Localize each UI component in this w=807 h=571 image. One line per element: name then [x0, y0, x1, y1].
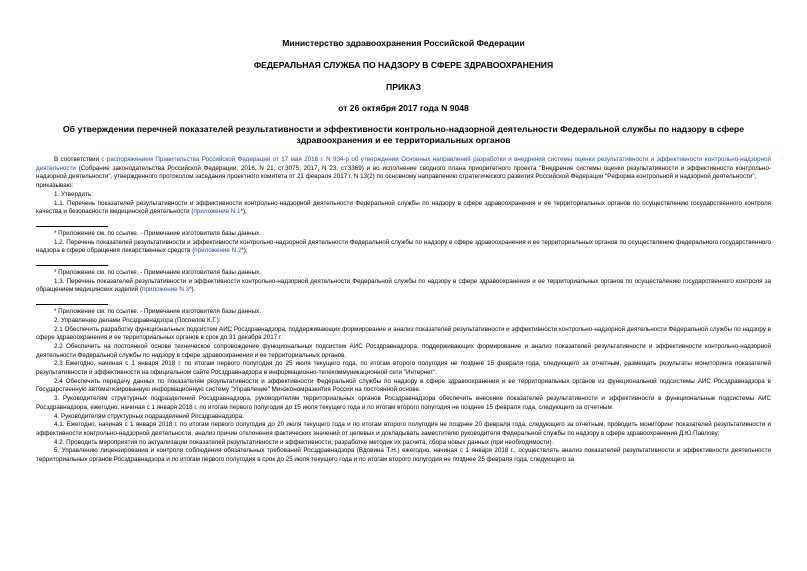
- footnote-divider: [36, 226, 108, 227]
- item-1-3-end: *).: [189, 286, 196, 294]
- footnote-divider: [36, 304, 108, 305]
- preamble-paragraph: [36, 156, 771, 182]
- item-2-2: 2.2 Обеспечить на постоянной основе техническое сопровождение функциональных подсистем АИС Росздравнадзора, поддерживающих формирование и анализ показателей результативности и эффективности контрольно-надзорной деятельности Федеральной службы по надзору в сфере здравоохранения и ее территориальных органов.: [36, 342, 771, 359]
- footnote-divider: [36, 265, 108, 266]
- document-type: ПРИКАЗ: [386, 82, 421, 92]
- appendix-2-link[interactable]: приложение N 2: [194, 247, 242, 255]
- item-2: 2. Управлению делами Росздравнадзора (Поспелов К.Г.):: [54, 316, 221, 324]
- item-2-1: 2.1 Обеспечить разработку функциональных подсистем АИС Росздравнадзора, поддерживающих формирование и анализ показателей результативности и эффективности контрольно-надзорной деятельности Федеральной службы по надзору в сфере здравоохранения и ее территориальных органов в срок до 31 декабря 2017 г.: [36, 325, 771, 342]
- order-word: приказываю:: [36, 182, 74, 190]
- item-4: 4. Руководителям структурных подразделений Росздравнадзора:: [54, 412, 244, 420]
- item-1-2: [36, 239, 771, 256]
- appendix-3-link[interactable]: приложение N 3: [142, 286, 190, 294]
- item-4-1: 4.1. Ежегодно, начиная с 1 января 2018 г. по итогам первого полугодия до 20 июля текущего года и по итогам второго полугодия не позднее 20 февраля года, следующего за отчетным, проводить мониторинг показателей результативности и эффективности контрольно-надзорной деятельности, анализ причин отклонения фактических значений от целевых и докладывать заместителю руководителя Федеральной службы по надзору в сфере здравоохранения Д.Ю.Павлову;: [36, 421, 771, 437]
- appendix-1-link[interactable]: приложение N 1: [193, 208, 241, 216]
- item-1-2-end: *);: [241, 247, 248, 255]
- item-5: 5. Управлению лицензирования и контроля соблюдения обязательных требований Росздравнадзора (Вдовина Т.Н.) ежегодно, начиная с 1 января 2018 г., осуществлять анализ показателей результативности и эффективности деятельности территориальных органов Росздравнадзора и по итогам первого полугодия в срок до 25 июля текущего года и по итогам второго полугодия не позднее 25 февраля года, следующего за: [36, 447, 771, 464]
- item-3: 3. Руководителям структурных подразделений Росздравнадзора, руководителям территориальных органов Росздравнадзора обеспечить внесение показателей результативности и эффективности в функциональные подсистемы АИС Росздравнадзора, ежегодно, начиная с 1 января 2018 г. по итогам первого полугодия до 15 июля текущего года и по итогам второго полугодия не позднее 15 февраля года, следующего за отчетным.: [36, 395, 771, 411]
- item-1-1-text: 1.1. Перечень показателей результативности и эффективности контрольно-надзорной деятельности Федеральной службы по надзору в сфере здравоохранения и ее территориальных органов по осуществлению государственного контроля качества и безопасности медицинской деятельности (: [36, 199, 771, 216]
- preamble-text-start: В соответствии: [54, 156, 102, 163]
- item-1-1: [36, 200, 771, 217]
- ministry-name: Министерство здравоохранения Российской Федерации: [282, 38, 525, 48]
- document-page: [36, 38, 771, 465]
- item-1-2-text: 1.2. Перечень показателей результативности и эффективности контрольно-надзорной деятельности Федеральной службы по надзору в сфере здравоохранения и ее территориальных органов по осуществлению федерального государственного надзора в сфере обращения лекарственных средств (: [36, 238, 771, 255]
- item-1: 1. Утвердить:: [54, 190, 93, 198]
- government-decree-link[interactable]: с распоряжением Правительства Российской Федерации от 17 мая 2016 г. N 934-р об утверждении Основных направлений разработки и внедрения системы оценки результативности и эффективности контрольно-надзорной деятельности: [36, 156, 771, 172]
- footnote-3: * Приложение см. по ссылке. - Примечание изготовителя базы данных.: [54, 308, 261, 316]
- document-date-number: от 26 октября 2017 года N 9048: [338, 103, 469, 113]
- item-2-4: 2.4 Обеспечить передачу данных по показателям результативности и эффективности Федеральной службы по надзору в сфере здравоохранения и ее территориальных органов из функциональной подсистемы АИС Росздравнадзора в Государственную автоматизированную информационную систему "Управление" Минэкономразвития России на постоянной основе.: [36, 377, 771, 394]
- item-2-3: 2.3 Ежегодно, начиная с 1 января 2018 г. по итогам первого полугодия до 25 июля текущего года, по итогам второго полугодия не позднее 15 февраля года, следующего за отчетным, размещать результаты мониторинга показателей результативности и эффективности на официальном сайте Росздравнадзора в информационно-телекоммуникационной сети "Интернет".: [36, 360, 771, 377]
- item-1-1-end: *);: [240, 208, 247, 216]
- item-1-3-text: 1.3. Перечень показателей результативности и эффективности контрольно-надзорной деятельности Федеральной службы по надзору в сфере здравоохранения и ее территориальных органов по осуществлению государственного контроля за обращением медицинских изделий (: [36, 277, 771, 294]
- document-title: Об утверждении перечней показателей результативности и эффективности контрольно-надзорной деятельности Федеральной службы по надзору в сфере здравоохранения и ее территориальных органов: [62, 124, 745, 145]
- item-4-2: 4.2. Проводить мероприятия по актуализации показателей результативности и эффективности, разработке методик их расчета, сбора новых данных (при необходимости).: [54, 438, 554, 446]
- footnote-2: * Приложение см. по ссылке. - Примечание изготовителя базы данных.: [54, 269, 261, 277]
- footnote-1: * Приложение см. по ссылке. - Примечание изготовителя базы данных.: [54, 229, 261, 237]
- item-1-3: [36, 278, 771, 295]
- agency-name: ФЕДЕРАЛЬНАЯ СЛУЖБА ПО НАДЗОРУ В СФЕРЕ ЗДРАВООХРАНЕНИЯ: [253, 60, 554, 70]
- preamble-text-end: (Собрание законодательства Российской Федерации, 2016, N 21, ст.3075; 2017, N 23, ст.3369) и во исполнение сводного плана приоритетного проекта "Внедрение системы оценки результативности и эффективности контрольно-надзорной деятельности", утвержденного протоколом заседания проектного комитета от 21 февраля 2017 г. N 13(2) по основному направлению стратегического развития Российской Федерации "Реформа контрольной и надзорной деятельности",: [36, 164, 771, 181]
